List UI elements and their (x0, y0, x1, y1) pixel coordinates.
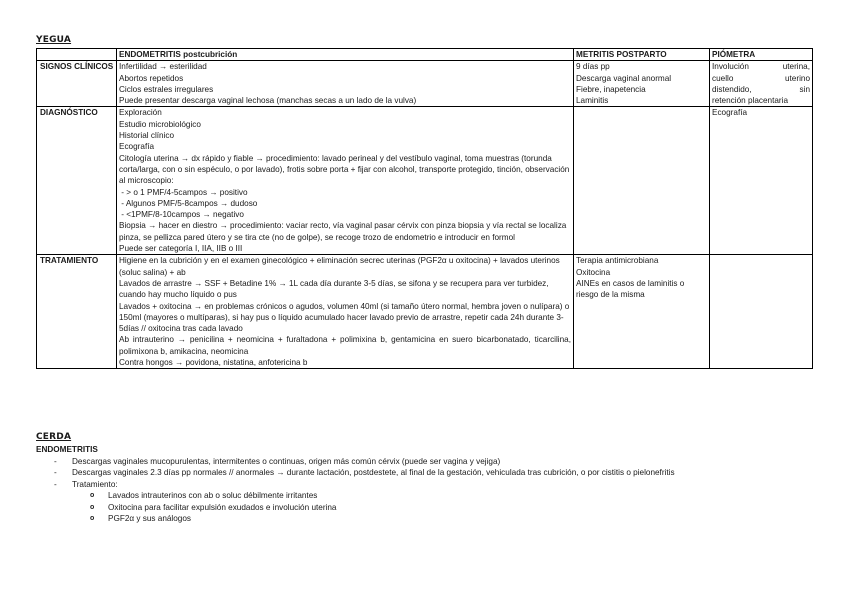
list-item-text: PGF2α y sus análogos (108, 514, 192, 523)
cell-diagnostico-piometra (710, 107, 813, 255)
dash-bullet: - (54, 479, 57, 489)
list-item-text: Tratamiento: (72, 479, 118, 489)
text-line: Estudio microbiológico (119, 119, 201, 129)
text-line: Descarga vaginal anormal (576, 73, 672, 83)
header-piometra: PIÓMETRA (710, 49, 813, 61)
text-line: Abortos repetidos (119, 73, 184, 83)
text-paragraph: Biopsia → hacer en diestro → procedimiento: vaciar recto, vía vaginal pasar cérvix con pinza biopsia y vía rectal se localiza pinza, se pellizca pared útero y se tira cte (no de golpe), se recoge trozo de endometrio e introducir en formol (119, 221, 567, 242)
text-line: Exploración (119, 108, 162, 118)
text-line: Ciclos estrales irregulares (119, 84, 214, 94)
text-line: Ecografía (712, 108, 748, 118)
cell-tratamiento-piometra (710, 255, 813, 369)
table-row-signos (37, 61, 813, 107)
cell-signos-metritis (574, 61, 710, 107)
dash-bullet: - (54, 468, 57, 477)
text-line: cuello uterino (712, 73, 810, 83)
text-line: Contra hongos → povidona, nistatina, anfotericina b (119, 358, 308, 368)
table-header-row (37, 49, 813, 61)
list-item-text: Descargas vaginales mucopurulentas, intermitentes o continuas, origen más común cérvix (puede ser vagina y vejiga) (72, 456, 501, 466)
text-line: - > o 1 PMF/4-5campos → positivo (119, 187, 248, 197)
text-line: 9 días pp (576, 62, 610, 72)
table-row-tratamiento (37, 255, 813, 369)
text-line: distendido, sin (712, 84, 810, 94)
dash-bullet: - (54, 456, 57, 466)
text-paragraph: AINEs en casos de laminitis o riesgo de la misma (576, 278, 685, 300)
text-line: Infertilidad → esterilidad (119, 62, 207, 72)
cell-signos-piometra (710, 61, 813, 107)
row-label-diagnostico: DIAGNÓSTICO (37, 107, 117, 255)
text-line: Terapia antimicrobiana (576, 256, 659, 266)
cerda-list (36, 456, 826, 525)
cell-diagnostico-metritis (574, 107, 710, 255)
circle-bullet: o (90, 515, 95, 522)
text-line: - <1PMF/8-10campos → negativo (119, 210, 244, 220)
text-line: Ecografía (119, 142, 155, 152)
row-label-signos: SIGNOS CLÍNICOS (37, 61, 117, 107)
sub-list-item (36, 502, 826, 514)
text-line: - Algunos PMF/5-8campos → dudoso (119, 198, 258, 208)
header-cell-empty (37, 49, 117, 61)
text-line: Involución uterina, (712, 62, 810, 72)
list-item (36, 467, 826, 479)
list-item-text: Lavados intrauterinos con ab o soluc débilmente irritantes (108, 491, 318, 500)
cell-tratamiento-endometritis (117, 255, 574, 369)
text-line: Historial clínico (119, 131, 175, 141)
cerda-section (36, 444, 826, 525)
text-paragraph: Lavados + oxitocina → en problemas crónicos o agudos, volumen 40ml (si tamaño útero normal, hembra joven o nulípara) o 150ml (mayores o multíparas), si hay pus o líquido acumulado hacer lavado previo de arrastre, repetir cada 24h durante 3-5días // oxitocina tras cada lavado (119, 301, 570, 334)
text-paragraph: Higiene en la cubrición y en el examen ginecológico + eliminación secrec uterinas (PGF2α u oxitocina) + lavados uterinos (soluc salina) + ab (119, 256, 560, 277)
list-item-text: Oxitocina para facilitar expulsión exudados e involución uterina (108, 502, 337, 512)
text-line: retención placentaria (712, 96, 789, 106)
section-title-cerda: CERDA (36, 432, 72, 442)
subheading-endometritis: ENDOMETRITIS (36, 445, 98, 454)
header-endometritis: ENDOMETRITIS postcubrición (117, 49, 574, 61)
text-paragraph: Ab intrauterino → penicilina + neomicina + furaltadona + polimixina b, gentamicina en suero bicarbonatado, ticarcilina, polimixona b, amikacina, neomicina (119, 335, 571, 356)
text-line: Fiebre, inapetencia (576, 84, 646, 94)
list-item (36, 456, 826, 468)
row-label-tratamiento: TRATAMIENTO (37, 255, 117, 369)
yegua-table (36, 48, 813, 369)
list-item-text: Descargas vaginales 2.3 días pp normales // anormales → durante lactación, postdestete, al final de la gestación, vehiculada tras cubrición, o por cistitis o pielonefritis (72, 468, 675, 477)
circle-bullet: o (90, 503, 95, 511)
text-line: Laminitis (576, 96, 609, 106)
section-title-yegua: YEGUA (36, 35, 72, 45)
header-metritis: METRITIS POSTPARTO (574, 49, 710, 61)
cell-signos-endometritis (117, 61, 574, 107)
text-line: Oxitocina (576, 267, 611, 277)
cell-diagnostico-endometritis (117, 107, 574, 255)
sub-list-item (36, 490, 826, 502)
cell-tratamiento-metritis (574, 255, 710, 369)
text-paragraph: Lavados de arrastre → SSF + Betadine 1% → 1L cada día durante 3-5 días, se sifona y se recupera para ver turbidez, cuando hay mucho líquido o pus (119, 278, 549, 300)
list-item (36, 479, 826, 491)
table-row-diagnostico (37, 107, 813, 255)
text-line: Puede presentar descarga vaginal lechosa (manchas secas a un lado de la vulva) (119, 96, 417, 106)
circle-bullet: o (90, 492, 95, 499)
text-paragraph: Citología uterina → dx rápido y fiable → procedimiento: lavado perineal y del vestíbulo vaginal, toma muestras (torunda corta/larga, con o sin espéculo, o por lavado), frotis sobre porta + fijar con alcohol, transporte protegido, tinción, observación al microscopio: (119, 153, 570, 186)
text-line: Puede ser categoría I, IIA, IIB o III (119, 244, 243, 254)
sub-list-item (36, 513, 826, 525)
